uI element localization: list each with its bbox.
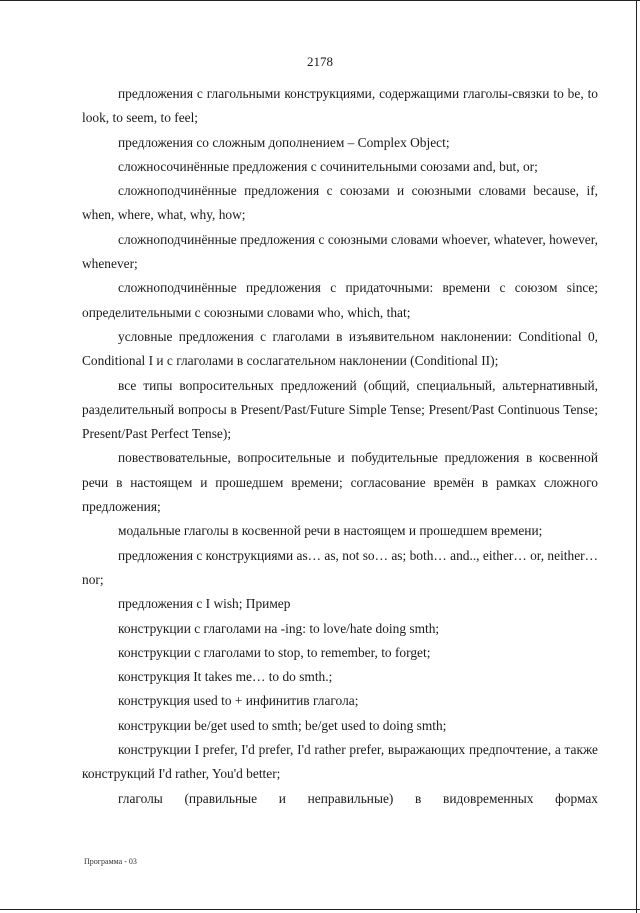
paragraph: сложносочинённые предложения с сочинительными союзами and, but, or;: [118, 158, 538, 174]
scan-edge-top: [0, 0, 640, 1]
paragraph: предложения с глагольными конструкциями, содержащими глаголы-связки to be, to look, to seem, to feel;: [82, 86, 598, 126]
paragraph: сложноподчинённые предложения с союзными словами whoever, whatever, however, whenever;: [82, 231, 598, 272]
footer-label: Программа - 03: [84, 857, 137, 866]
paragraph: предложения с I wish; Пример: [118, 596, 291, 612]
paragraph: предложения со сложным дополнением – Complex Object;: [118, 134, 450, 150]
page-number: 2178: [307, 54, 333, 69]
scan-edge-bottom: [0, 909, 640, 910]
paragraph: сложноподчинённые предложения с союзами и союзными словами because, if, when, where, what, why, how;: [82, 183, 598, 223]
paragraph: конструкции I prefer, I'd prefer, I'd rather prefer, выражающих предпочтение, а также конструкций I'd rather, You'd better;: [82, 742, 598, 782]
paragraph: конструкция It takes me… to do smth.;: [118, 669, 333, 685]
scan-edge-right: [636, 0, 637, 913]
paragraph: повествовательные, вопросительные и побудительные предложения в косвенной речи в настоящем и прошедшем времени; согласование времён в рамках сложного предложения;: [82, 450, 598, 515]
paragraph: конструкции be/get used to smth; be/get used to doing smth;: [118, 717, 447, 733]
paragraph: конструкция used to + инфинитив глагола;: [118, 693, 359, 709]
body-text: [82, 82, 598, 811]
paragraph: глаголы (правильные и неправильные) в видовременных формах: [118, 790, 598, 806]
paragraph: условные предложения с глаголами в изъявительном наклонении: Conditional 0, Conditional I и с глаголами в сослагательном наклонении (Conditional II);: [82, 328, 598, 369]
paragraph: предложения с конструкциями as… as, not so… as; both… and.., either… or, neither… nor;: [82, 547, 598, 587]
paragraph: модальные глаголы в косвенной речи в настоящем и прошедшем времени;: [118, 523, 543, 539]
paragraph: сложноподчинённые предложения с придаточными: времени с союзом since; определительными с союзными словами who, which, that;: [82, 280, 598, 320]
paragraph: конструкции с глаголами to stop, to remember, to forget;: [118, 644, 431, 660]
paragraph: конструкции с глаголами на -ing: to love/hate doing smth;: [118, 620, 440, 636]
paragraph: все типы вопросительных предложений (общий, специальный, альтернативный, разделительный вопросы в Present/Past/Future Simple Tense; Present/Past Continuous Tense; Present/Past Perfect Tense);: [82, 377, 598, 442]
